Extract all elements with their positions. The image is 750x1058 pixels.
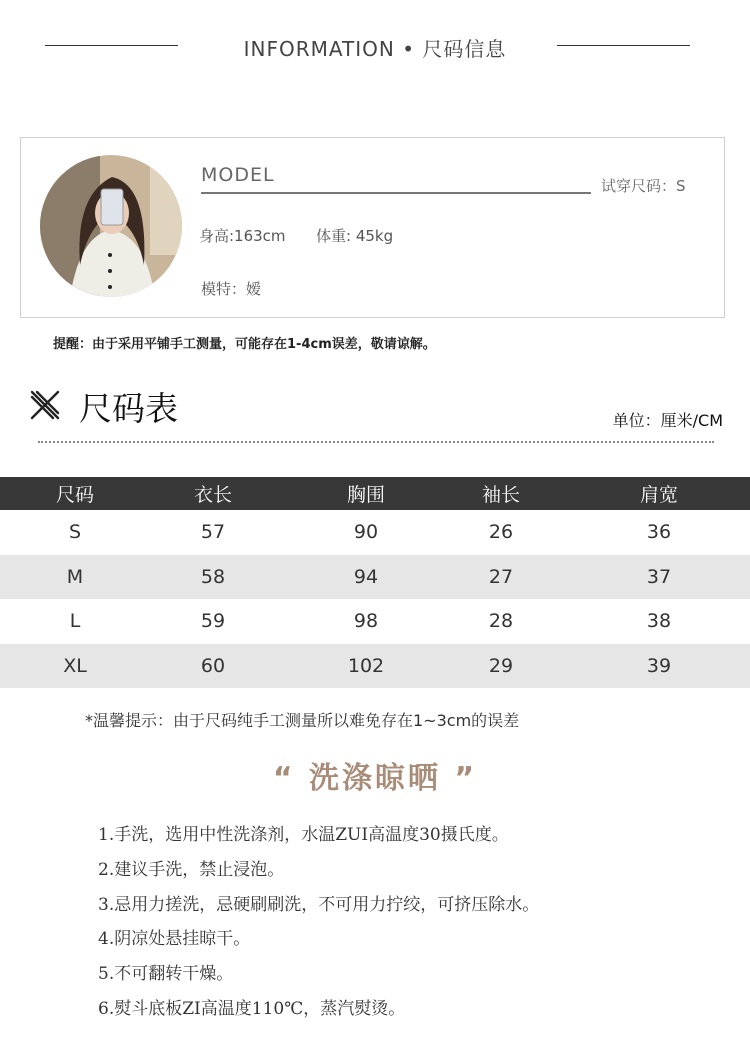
list-item: 4.阴凉处悬挂晾干。: [98, 929, 251, 950]
table-cell: 27: [488, 565, 514, 588]
model-label: MODEL: [201, 164, 275, 186]
table-row: [0, 555, 750, 600]
header-title: INFORMATION • 尺码信息: [243, 37, 507, 61]
header-cell: 肩宽: [639, 484, 678, 506]
model-avatar: [40, 155, 182, 297]
table-cell: XL: [63, 654, 87, 677]
measurement-notice: 提醒：由于采用平铺手工测量，可能存在1-4cm误差，敬请谅解。: [53, 337, 436, 352]
table-cell: 90: [353, 521, 379, 544]
size-table: [0, 477, 750, 688]
model-weight: 体重: 45kg: [316, 227, 394, 245]
wash-title: “ 洗涤晾晒 ”: [272, 761, 478, 796]
table-cell: 38: [646, 610, 672, 633]
model-divider: [201, 192, 591, 194]
table-cell: 36: [646, 521, 672, 544]
measurement-tip: *温馨提示：由于尺码纯手工测量所以难免存在1~3cm的误差: [85, 711, 520, 730]
model-card: [20, 137, 725, 318]
list-item: 1.手洗，选用中性洗涤剂，水温ZUI高温度30摄氏度。: [98, 825, 509, 845]
size-chart-title: 尺码表: [79, 389, 178, 428]
model-height: 身高:163cm: [199, 227, 286, 245]
table-row: [0, 599, 750, 644]
header-cell: 袖长: [481, 484, 520, 506]
table-cell: L: [69, 610, 81, 633]
try-size: 试穿尺码：S: [601, 177, 686, 195]
table-cell: 102: [347, 654, 385, 677]
header-cell: 衣长: [193, 484, 232, 506]
table-cell: 98: [353, 610, 379, 633]
unit-label: 单位：厘米/CM: [612, 411, 723, 430]
table-cell: 57: [200, 521, 226, 544]
x-cross-icon: [28, 388, 62, 422]
list-item: 5.不可翻转干燥。: [98, 964, 234, 985]
table-cell: 28: [488, 610, 514, 633]
table-cell: 59: [200, 610, 226, 633]
table-cell: M: [66, 565, 84, 588]
table-cell: 37: [646, 565, 672, 588]
table-cell: 26: [488, 521, 514, 544]
table-cell: 39: [646, 654, 672, 677]
dotted-divider: [38, 441, 714, 443]
table-cell: 60: [200, 654, 226, 677]
list-item: 2.建议手洗，禁止浸泡。: [98, 859, 285, 880]
table-cell: S: [68, 521, 82, 544]
model-name: 模特：嫒: [201, 280, 262, 298]
table-header-row: [0, 477, 750, 510]
table-row: [0, 510, 750, 555]
list-item: 6.熨斗底板ZI高温度110℃，蒸汽熨烫。: [98, 998, 406, 1019]
table-cell: 29: [488, 654, 514, 677]
wash-instructions: [98, 818, 539, 1027]
table-cell: 58: [200, 565, 226, 588]
header-cell: 胸围: [346, 484, 385, 506]
list-item: 3.忌用力搓洗，忌硬刷刷洗，不可用力拧绞，可挤压除水。: [98, 894, 540, 915]
header-cell: 尺码: [55, 484, 94, 506]
table-row: [0, 644, 750, 689]
table-cell: 94: [353, 565, 379, 588]
